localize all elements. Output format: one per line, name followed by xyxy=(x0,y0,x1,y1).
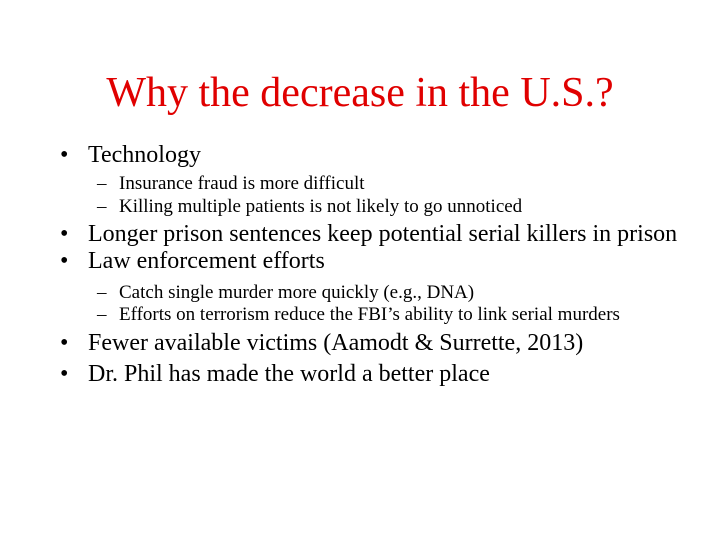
bullet-dr-phil xyxy=(60,362,680,386)
bullet-glyph: • xyxy=(60,361,69,387)
sub-bullet-text: Catch single murder more quickly (e.g., DNA) xyxy=(119,282,475,303)
bullet-glyph: • xyxy=(60,330,69,356)
sub-bullet xyxy=(97,283,680,303)
bullet-technology xyxy=(60,143,680,167)
sub-bullet-text: Efforts on terrorism reduce the FBI’s ability to link serial murders xyxy=(119,304,620,325)
slide-body xyxy=(60,140,680,387)
sub-bullet-glyph: – xyxy=(97,282,107,303)
bullet-text: Law enforcement efforts xyxy=(88,248,325,274)
sub-bullet-text: Insurance fraud is more difficult xyxy=(119,173,365,194)
bullet-text: Longer prison sentences keep potential serial killers in prison xyxy=(88,221,678,247)
bullet-law-enforcement xyxy=(60,249,680,273)
sub-bullet-glyph: – xyxy=(97,173,107,194)
bullet-glyph: • xyxy=(60,221,69,247)
bullet-glyph: • xyxy=(60,248,69,274)
bullet-fewer-victims xyxy=(60,331,680,355)
bullet-glyph: • xyxy=(60,142,69,168)
sub-bullet xyxy=(97,197,680,217)
bullet-text: Fewer available victims (Aamodt & Surrette, 2013) xyxy=(88,330,584,356)
slide-title: Why the decrease in the U.S.? xyxy=(106,70,614,116)
bullet-text: Technology xyxy=(88,142,201,168)
bullet-prison-sentences xyxy=(60,222,680,246)
sub-bullet xyxy=(97,306,680,323)
sub-bullet-text: Killing multiple patients is not likely to go unnoticed xyxy=(119,196,523,217)
sub-bullet xyxy=(97,174,680,194)
sub-bullet-glyph: – xyxy=(97,196,107,217)
bullet-text: Dr. Phil has made the world a better place xyxy=(88,361,490,387)
sub-bullet-glyph: – xyxy=(97,304,107,325)
